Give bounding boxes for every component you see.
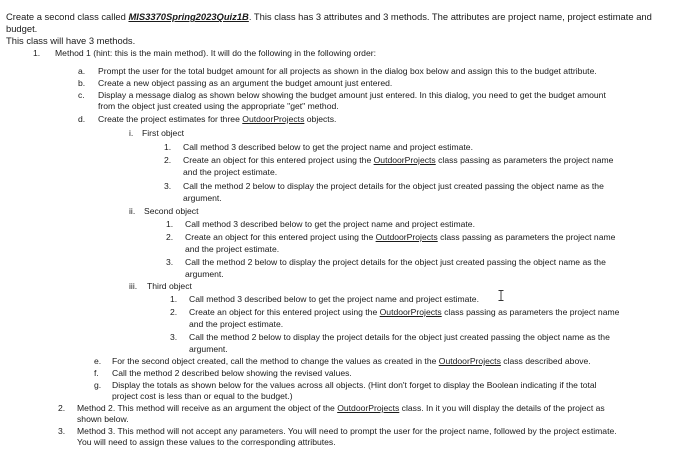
second-step-3 — [166, 257, 606, 268]
sub-text: Create an object for this entered project using the — [185, 232, 376, 242]
intro-text-cont: . This class has 3 attributes and 3 methods. The attributes are project name, project estimate and — [248, 11, 652, 22]
sub-mark: 1. — [164, 142, 172, 152]
step-text: Create a new object passing as an argument the budget amount just entered. — [98, 78, 393, 88]
third-step-2 — [170, 307, 619, 318]
step-mark: f. — [94, 368, 99, 378]
step-text-end: objects. — [304, 114, 337, 124]
intro-text: Create a second class called — [6, 11, 129, 22]
sub-text: Call the method 2 below to display the project details for the object just created passing the object name as the — [189, 332, 610, 342]
step-a — [78, 66, 597, 77]
step-text: Call the method 2 described below showing the revised values. — [112, 368, 352, 378]
sub-text: Call method 3 described below to get the project name and project estimate. — [189, 294, 479, 304]
second-step-3-cont: argument. — [185, 269, 224, 279]
step-d — [78, 114, 336, 125]
method-2 — [58, 403, 605, 414]
step-f — [94, 368, 352, 379]
sub-text: Create an object for this entered project using the — [189, 307, 380, 317]
sub-mark: 3. — [164, 181, 172, 191]
roman-mark: iii. — [129, 281, 138, 291]
sub-mark: 1. — [166, 219, 174, 229]
intro-line-2: budget. — [6, 23, 38, 34]
first-step-2 — [164, 155, 613, 166]
sub-text: Call method 3 described below to get the project name and project estimate. — [185, 219, 475, 229]
step-c-cont: from the object just created using the appropriate "get" method. — [98, 101, 339, 111]
item-number: 1. — [33, 48, 41, 58]
object-title: Third object — [147, 281, 192, 291]
method-1-title: Method 1 (hint: this is the main method). It will do the following in the following order: — [55, 48, 376, 58]
first-step-1 — [164, 142, 473, 153]
step-mark: d. — [78, 114, 86, 124]
second-object-heading — [129, 206, 198, 217]
item-number: 2. — [58, 403, 66, 413]
class-ref: OutdoorProjects — [242, 114, 305, 124]
step-g-cont: project cost is less than or equal to the budget.) — [112, 391, 293, 401]
class-ref: OutdoorProjects — [375, 232, 438, 242]
sub-mark: 3. — [170, 332, 178, 342]
sub-mark: 3. — [166, 257, 174, 267]
second-step-2 — [166, 232, 615, 243]
step-mark: e. — [94, 356, 102, 366]
step-b — [78, 78, 392, 89]
step-text: Create the project estimates for three — [98, 114, 243, 124]
sub-text: Call the method 2 below to display the project details for the object just created passing the object name as the — [185, 257, 606, 267]
sub-text: Call the method 2 below to display the project details for the object just created passing the object name as the — [183, 181, 604, 191]
step-text: Display the totals as shown below for the values across all objects. (Hint don't forget to display the Boolean indicating if the total — [112, 380, 597, 390]
sub-text-cont: class passing as parameters the project name — [441, 307, 620, 317]
third-object-heading — [129, 281, 192, 292]
step-text: Prompt the user for the total budget amount for all projects as shown in the dialog box below and assign this to the budget attribute. — [98, 66, 597, 76]
method-3-cont: You will need to assign these values to the corresponding attributes. — [77, 437, 336, 447]
third-step-2-cont: and the project estimate. — [189, 319, 284, 329]
step-mark: a. — [78, 66, 86, 76]
step-mark: b. — [78, 78, 86, 88]
third-step-3-cont: argument. — [189, 344, 228, 354]
class-name: MIS3370Spring2023Quiz1B — [128, 11, 249, 22]
class-ref: OutdoorProjects — [337, 403, 400, 413]
intro-line-3: This class will have 3 methods. — [6, 35, 136, 46]
sub-mark: 2. — [164, 155, 172, 165]
step-g — [94, 380, 597, 391]
step-mark: g. — [94, 380, 102, 390]
sub-text: Call method 3 described below to get the project name and project estimate. — [183, 142, 473, 152]
step-c — [78, 90, 606, 101]
roman-mark: i. — [129, 128, 134, 138]
step-text: For the second object created, call the method to change the values as created in the — [112, 356, 439, 366]
class-ref: OutdoorProjects — [438, 356, 501, 366]
text-cursor-icon — [498, 290, 504, 301]
step-mark: c. — [78, 90, 85, 100]
step-text: Display a message dialog as shown below showing the budget amount just entered. In this dialog, you need to get the budget amount — [98, 90, 606, 100]
step-e — [94, 356, 591, 367]
second-step-1 — [166, 219, 475, 230]
roman-mark: ii. — [129, 206, 136, 216]
method-2-text-cont: class. In it you will display the details of the project as — [399, 403, 605, 413]
sub-text-cont: class passing as parameters the project name — [435, 155, 614, 165]
class-ref: OutdoorProjects — [379, 307, 442, 317]
sub-text-cont: class passing as parameters the project name — [437, 232, 616, 242]
method-3 — [58, 426, 617, 437]
method-1-heading — [33, 48, 376, 59]
third-step-3 — [170, 332, 610, 343]
first-object-heading — [129, 128, 184, 139]
method-2-text: Method 2. This method will receive as an argument the object of the — [77, 403, 338, 413]
sub-mark: 2. — [166, 232, 174, 242]
step-text-end: class described above. — [500, 356, 591, 366]
second-step-2-cont: and the project estimate. — [185, 244, 280, 254]
first-step-3-cont: argument. — [183, 193, 222, 203]
first-step-3 — [164, 181, 604, 192]
class-ref: OutdoorProjects — [373, 155, 436, 165]
first-step-2-cont: and the project estimate. — [183, 167, 278, 177]
object-title: First object — [142, 128, 185, 138]
intro-line-1 — [6, 11, 652, 22]
item-number: 3. — [58, 426, 66, 436]
sub-mark: 2. — [170, 307, 178, 317]
object-title: Second object — [144, 206, 199, 216]
third-step-1 — [170, 294, 479, 305]
sub-text: Create an object for this entered project using the — [183, 155, 374, 165]
sub-mark: 1. — [170, 294, 178, 304]
method-3-text: Method 3. This method will not accept any parameters. You will need to prompt the user for the project name, followed by the project estimate. — [77, 426, 617, 436]
method-2-cont: shown below. — [77, 414, 129, 424]
